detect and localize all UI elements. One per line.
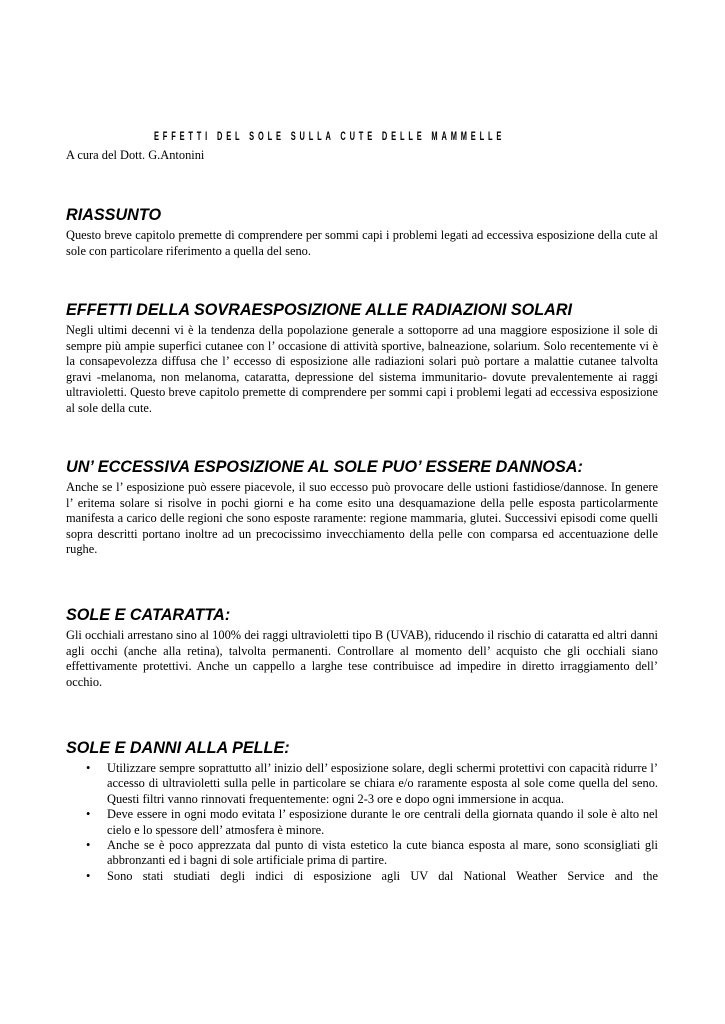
section-body: Questo breve capitolo premette di comprendere per sommi capi i problemi legati ad eccessiva esposizione della cute al sole con particolare riferimento a quella del seno. (66, 228, 658, 258)
section-heading: UN’ ECCESSIVA ESPOSIZIONE AL SOLE PUO’ ESSERE DANNOSA: (66, 458, 583, 476)
section-heading: EFFETTI DELLA SOVRAESPOSIZIONE ALLE RADIAZIONI SOLARI (66, 301, 573, 319)
section-body: Negli ultimi decenni vi è la tendenza della popolazione generale a sottoporre ad una maggiore esposizione il sole di sempre più ampie superfici cutanee con l’ occasione di attività sportive, balneazione, solarium. Solo recentemente vi è la consapevolezza diffusa che l’ eccesso di esposizione alle radiazioni solari può portare a malattie cutanee talvolta gravi -melanoma, non melanoma, cataratta, depressione del sistema immunitario- dovute prevalentemente ai raggi ultravioletti. Questo breve capitolo premette di comprendere per sommi capi i problemi legati ad eccessiva esposizione al sole della cute. (66, 323, 658, 415)
section-heading: RIASSUNTO (66, 206, 162, 224)
section-effetti-sovraesposizione (66, 300, 658, 417)
list-item (66, 869, 658, 884)
section-heading: SOLE E DANNI ALLA PELLE: (66, 739, 290, 757)
section-heading: SOLE E CATARATTA: (66, 606, 231, 624)
section-sole-cataratta (66, 605, 658, 690)
section-eccessiva-esposizione (66, 457, 658, 558)
bullet-icon: • (86, 807, 91, 822)
bullet-icon: • (86, 838, 91, 853)
author-line: A cura del Dott. G.Antonini (66, 148, 205, 162)
section-sole-danni-pelle (66, 738, 658, 884)
list-item (66, 807, 658, 838)
section-body: Gli occhiali arrestano sino al 100% dei raggi ultravioletti tipo B (UVAB), riducendo il rischio di cataratta ed altri danni agli occhi (anche alla retina), talvolta permanenti. Controllare al momento dell’ acquisto che gli occhiali siano effettivamente protettivi. Anche un cappello a larghe tese contribuisce ad impedire in diretto irraggiamento dell’ occhio. (66, 628, 658, 689)
list-item (66, 761, 658, 807)
section-body: Anche se l’ esposizione può essere piacevole, il suo eccesso può provocare delle ustioni fastidiose/dannose. In genere l’ eritema solare si risolve in pochi giorni e ha come esito una desquamazione della pelle esposta particolarmente manifesta a carico delle regioni che sono esposte raramente: regione mammaria, glutei. Successivi episodi come quelli sopra descritti portano inoltre ad un precocissimo invecchiamento della pelle con comparsa ed accentuazione delle rughe. (66, 480, 658, 557)
bullet-icon: • (86, 868, 91, 883)
list-item-text: Anche se è poco apprezzata dal punto di vista estetico la cute bianca esposta al mare, sono sconsigliati gli abbronzanti ed i bagni di sole artificiale prima di partire. (107, 838, 658, 868)
document-title: EFFETTI DEL SOLE SULLA CUTE DELLE MAMMELLE (154, 129, 506, 143)
list-item (66, 838, 658, 869)
section-riassunto (66, 205, 658, 259)
list-item-text: Sono stati studiati degli indici di esposizione agli UV dal National Weather Service and the (107, 868, 658, 883)
bullet-list (66, 761, 658, 884)
list-item-text: Deve essere in ogni modo evitata l’ esposizione durante le ore centrali della giornata quando il sole è alto nel cielo e lo spessore dell’ atmosfera è minore. (107, 807, 658, 837)
bullet-icon: • (86, 761, 91, 775)
list-item-text: Utilizzare sempre soprattutto all’ inizio dell’ esposizione solare, degli schermi protettivi con capacità ridurre l’ accesso di ultravioletti sulla pelle in particolare se chiara e/o raramente esposta al sole come quella del seno. Questi filtri vanno rinnovati frequentemente: ogni 2-3 ore e dopo ogni immersione in acqua. (107, 761, 658, 806)
